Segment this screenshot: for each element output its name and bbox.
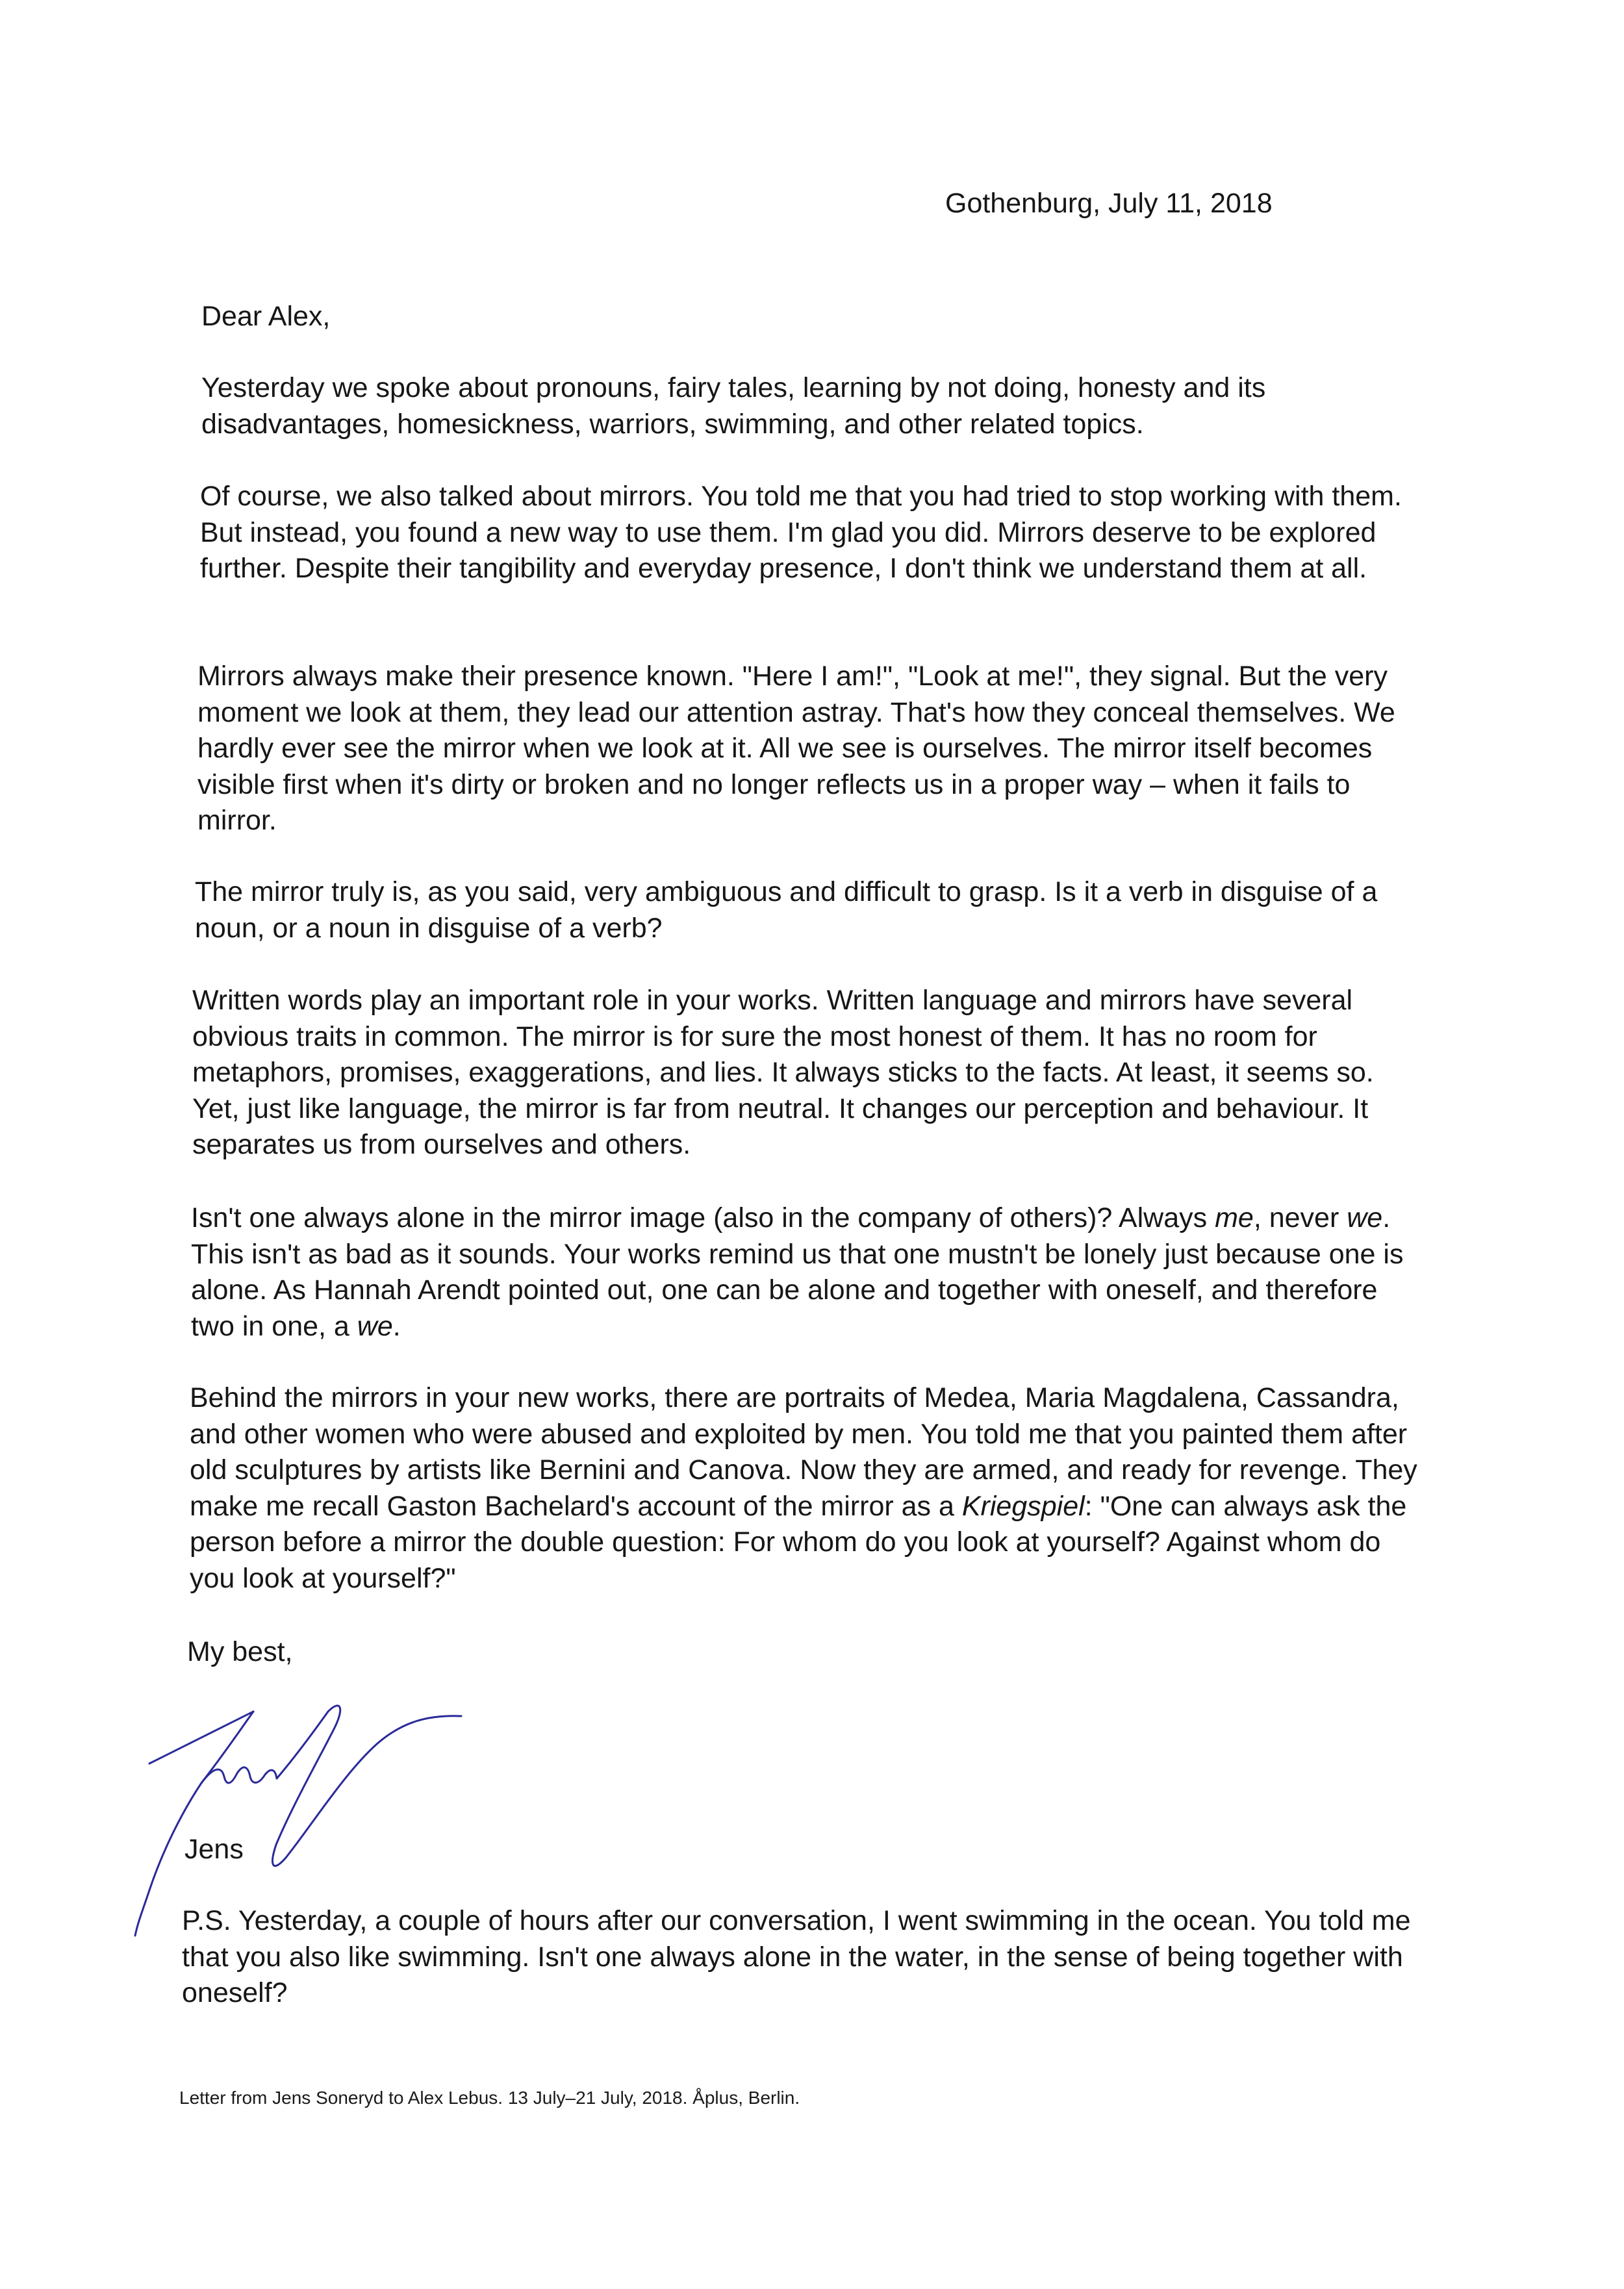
p7-text-2: : "One can always ask the person before a mirror the double question: For whom do you look at yourself? Against whom do you look at yourself?" — [190, 1490, 1407, 1594]
postscript: P.S. Yesterday, a couple of hours after our conversation, I went swimming in the ocean. You told me that you also like swimming. Isn't one always alone in the water, in the sense of being together with oneself? — [182, 1905, 1411, 2008]
p6-emphasis-me: me — [1215, 1202, 1254, 1233]
p6-text-1: Isn't one always alone in the mirror image (also in the company of others)? Always — [191, 1202, 1215, 1233]
p7-emphasis-kriegspiel: Kriegspiel — [961, 1490, 1085, 1522]
letter-date: Gothenburg, July 11, 2018 — [945, 188, 1273, 219]
paragraph-7 — [190, 1380, 1424, 1597]
paragraph-6 — [191, 1200, 1425, 1345]
paragraph-1: Yesterday we spoke about pronouns, fairy tales, learning by not doing, honesty and its disadvantages, homesickness, warriors, swimming, and other related topics. — [201, 372, 1266, 440]
closing: My best, — [187, 1636, 293, 1667]
p7-text-1: Behind the mirrors in your new works, there are portraits of Medea, Maria Magdalena, Cassandra, and other women who were abused and exploited by men. You told me that you painted them after old sculptures by artists like Bernini and Canova. Now they are armed, and ready for revenge. They make me recall Gaston Bachelard's account of the mirror as a — [190, 1382, 1417, 1522]
paragraph-3: Mirrors always make their presence known. "Here I am!", "Look at me!", they signal. But the very moment we look at them, they lead our attention astray. That's how they conceal themselves. We hardly ever see the mirror when we look at it. All we see is ourselves. The mirror itself becomes visible first when it's dirty or broken and no longer reflects us in a proper way – when it fails to mirror. — [197, 661, 1395, 836]
p6-emphasis-we-2: we — [357, 1310, 393, 1342]
p6-text-2: , never — [1253, 1202, 1347, 1233]
paragraph-5: Written words play an important role in your works. Written language and mirrors have several obvious traits in common. The mirror is for sure the most honest of them. It has no room for metaphors, promises, exaggerations, and lies. It always sticks to the facts. At least, it seems so. Yet, just like language, the mirror is far from neutral. It changes our perception and behaviour. It separates us from ourselves and others. — [192, 985, 1374, 1160]
signature-name: Jens — [184, 1834, 244, 1865]
paragraph-4: The mirror truly is, as you said, very ambiguous and difficult to grasp. Is it a verb in disguise of a noun, or a noun in disguise of a verb? — [195, 876, 1378, 944]
p6-text-4: . — [392, 1310, 401, 1342]
p6-emphasis-we: we — [1347, 1202, 1383, 1233]
p6-text-3: . This isn't as bad as it sounds. Your works remind us that one mustn't be lonely just because one is alone. As Hannah Arendt pointed out, one can be alone and together with oneself, and therefore two in one, a — [191, 1202, 1404, 1342]
footer-credit: Letter from Jens Soneryd to Alex Lebus. 13 July–21 July, 2018. Åplus, Berlin. — [179, 2088, 800, 2108]
salutation: Dear Alex, — [201, 301, 331, 332]
paragraph-2: Of course, we also talked about mirrors. You told me that you had tried to stop working with them. But instead, you found a new way to use them. I'm glad you did. Mirrors deserve to be explored further. Despite their tangibility and everyday presence, I don't think we understand them at all. — [200, 481, 1402, 584]
